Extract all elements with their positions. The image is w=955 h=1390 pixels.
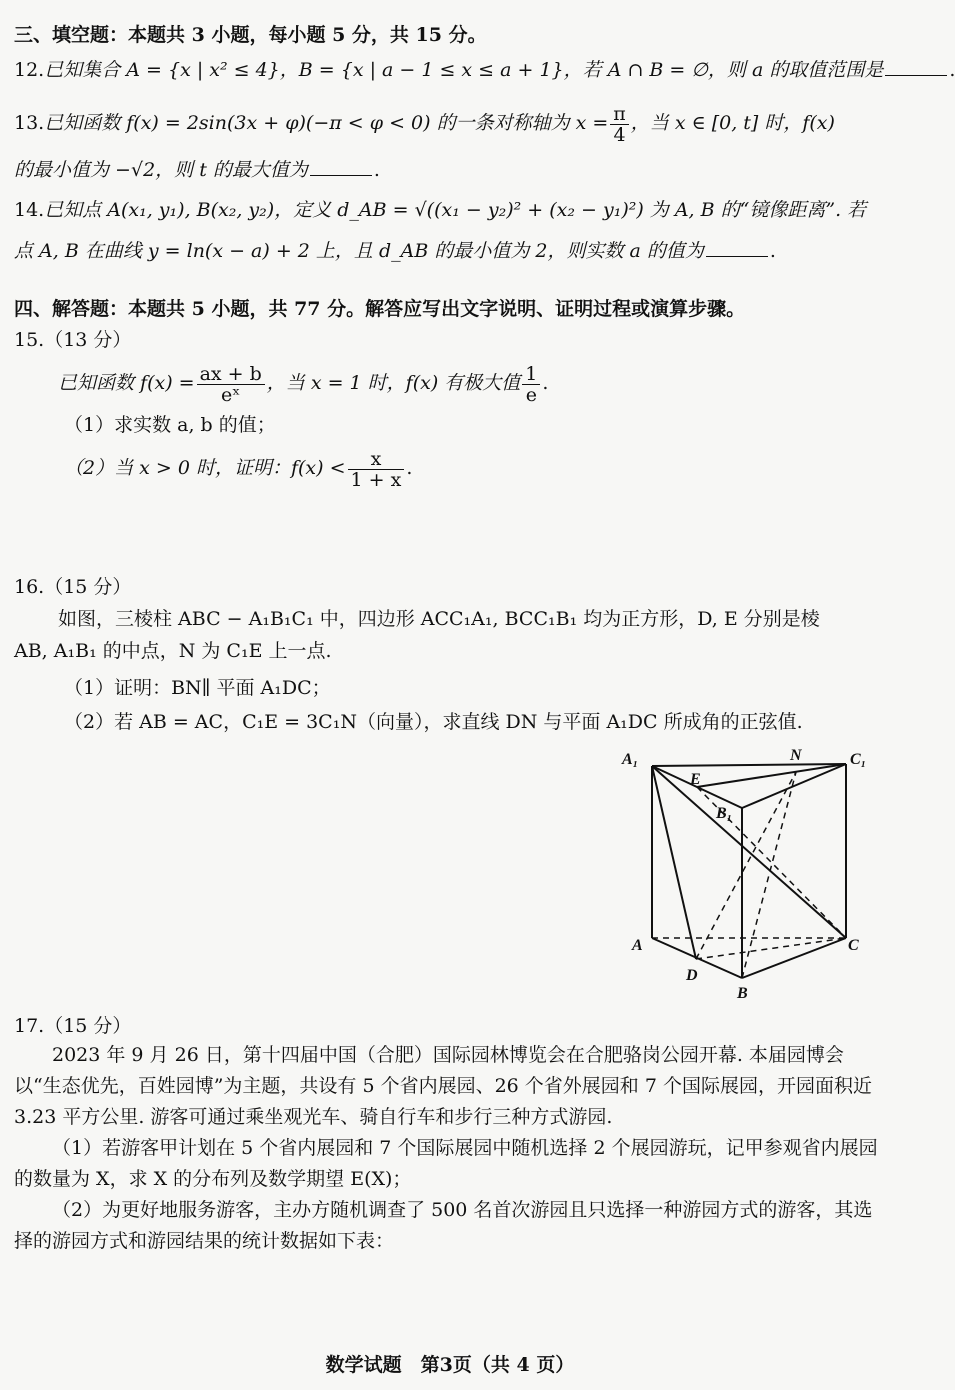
question-12	[14, 55, 955, 85]
q12-number: 12.	[14, 59, 45, 81]
q15-frac-num: ax + b	[197, 364, 265, 385]
question-14-line1	[14, 195, 886, 225]
label-a1: A₁	[622, 751, 639, 768]
edge-b1-c1	[742, 764, 846, 808]
q16-line1: 如图，三棱柱 ABC − A₁B₁C₁ 中，四边形 ACC₁A₁, BCC₁B₁ 均为正方形，D, E 分别是棱	[58, 608, 820, 630]
q15-part1: （1）求实数 a, b 的值；	[64, 414, 276, 436]
q13-frac-num: π	[610, 104, 629, 125]
question-14-line2	[14, 236, 886, 266]
hidden-edge-d-c	[696, 938, 846, 959]
label-e: E	[690, 771, 701, 788]
q16-number: 16.（15 分）	[14, 576, 132, 598]
q15-part2-text: （2）当 x > 0 时，证明：f(x) <	[64, 457, 346, 479]
q13-text: 已知函数 f(x) = 2sin(3x + φ)(−π < φ < 0) 的一条对称轴为 x =	[44, 112, 609, 134]
segment-e-c1	[697, 764, 846, 787]
q16-line2: AB, A₁B₁ 的中点，N 为 C₁E 上一点.	[14, 640, 332, 662]
hidden-edge-b-n	[742, 772, 796, 978]
q13-line2-end: .	[373, 159, 380, 181]
q14-answer-blank[interactable]	[706, 238, 768, 257]
question-13-line2	[14, 155, 886, 185]
q15-part2-end: .	[406, 457, 413, 479]
q15-max-den: e	[525, 383, 537, 406]
hidden-edge-d-n	[696, 772, 796, 959]
edge-a1-c	[652, 766, 846, 938]
q15-part2-num: x	[348, 449, 405, 470]
q15-intro	[58, 360, 886, 406]
q15-intro-a: 已知函数 f(x) =	[58, 372, 195, 394]
q12-text: 已知集合 A = {x | x² ≤ 4}，B = {x | a − 1 ≤ x ≤ a + 1}，若 A ∩ B = ∅，则 a 的取值范围是	[44, 59, 884, 81]
q15-intro-b: ，当 x = 1 时，f(x) 有极大值	[266, 372, 521, 394]
q15-number: 15.（13 分）	[14, 329, 132, 351]
q15-frac-den: eˣ	[221, 383, 241, 406]
q13-number: 13.	[14, 112, 45, 134]
label-d: D	[686, 967, 698, 984]
q16-part2: （2）若 AB = AC，C₁E = 3C₁N（向量），求直线 DN 与平面 A₁DC 所成角的正弦值.	[64, 711, 803, 733]
label-a: A	[632, 937, 643, 954]
q15-fraction	[197, 364, 265, 405]
q15-part2	[64, 445, 886, 491]
q15-part2-den: 1 + x	[350, 468, 402, 491]
prism-figure	[610, 740, 870, 1000]
question-13-line1	[14, 102, 886, 146]
q15-intro-end: .	[542, 372, 549, 394]
edge-a1-c1	[652, 764, 846, 766]
section4-header: 四、解答题：本题共 5 小题，共 77 分。解答应写出文字说明、证明过程或演算步骤。	[14, 298, 746, 320]
q13-answer-blank[interactable]	[310, 157, 372, 176]
q15-max-fraction	[522, 364, 540, 405]
q15-part2-fraction	[348, 449, 405, 490]
q17-part1: （1）若游客甲计划在 5 个省内展园和 7 个国际展园中随机选择 2 个展园游玩，记甲参观省内展园的数量为 X，求 X 的分布列及数学期望 E(X)；	[14, 1137, 878, 1190]
q17-part2: （2）为更好地服务游客，主办方随机调查了 500 名首次游园且只选择一种游园方式的游客，其选择的游园方式和游园结果的统计数据如下表：	[14, 1199, 873, 1252]
q14-line2: 点 A, B 在曲线 y = ln(x − a) + 2 上，且 d_AB 的最小值为 2，则实数 a 的值为	[14, 240, 704, 262]
q15-max-num: 1	[522, 364, 540, 385]
q14-number: 14.	[14, 199, 45, 221]
q13-line2: 的最小值为 −√2，则 t 的最大值为	[14, 159, 308, 181]
q17-number: 17.（15 分）	[14, 1015, 132, 1037]
label-n: N	[790, 747, 802, 764]
label-b: B	[737, 985, 748, 1002]
label-b1: B₁	[716, 805, 733, 822]
label-c1: C₁	[850, 751, 867, 768]
q17-intro-paragraph: 2023 年 9 月 26 日，第十四届中国（合肥）国际园林博览会在合肥骆岗公园开幕. 本届园博会以“生态优先，百姓园博”为主题，共设有 5 个省内展园、26 个省外展园和 7 个国际展园，开园面积近 3.23 平方公里. 游客可通过乘坐观光车、骑自行车和步行三种方式游园.	[14, 1044, 872, 1128]
q14-line1: 已知点 A(x₁, y₁), B(x₂, y₂)，定义 d_AB = √((x₁ − y₂)² + (x₂ − y₁)²) 为 A, B 的“镜像距离”. 若	[44, 199, 867, 221]
q13-frac-den: 4	[613, 123, 626, 146]
q16-part1: （1）证明：BN∥ 平面 A₁DC；	[64, 677, 331, 699]
q12-end: .	[949, 59, 955, 81]
q13-fraction	[610, 104, 629, 145]
q12-answer-blank[interactable]	[885, 57, 947, 76]
section3-header: 三、填空题：本题共 3 小题，每小题 5 分，共 15 分。	[14, 24, 487, 46]
edge-a1-d	[652, 766, 696, 959]
q14-line2-end: .	[769, 240, 776, 262]
edge-b-c	[742, 938, 846, 978]
page-footer: 数学试题 第3页（共 4 页）	[325, 1354, 575, 1376]
q13-text-end: ，当 x ∈ [0, t] 时，f(x)	[630, 112, 835, 134]
label-c: C	[848, 937, 859, 954]
